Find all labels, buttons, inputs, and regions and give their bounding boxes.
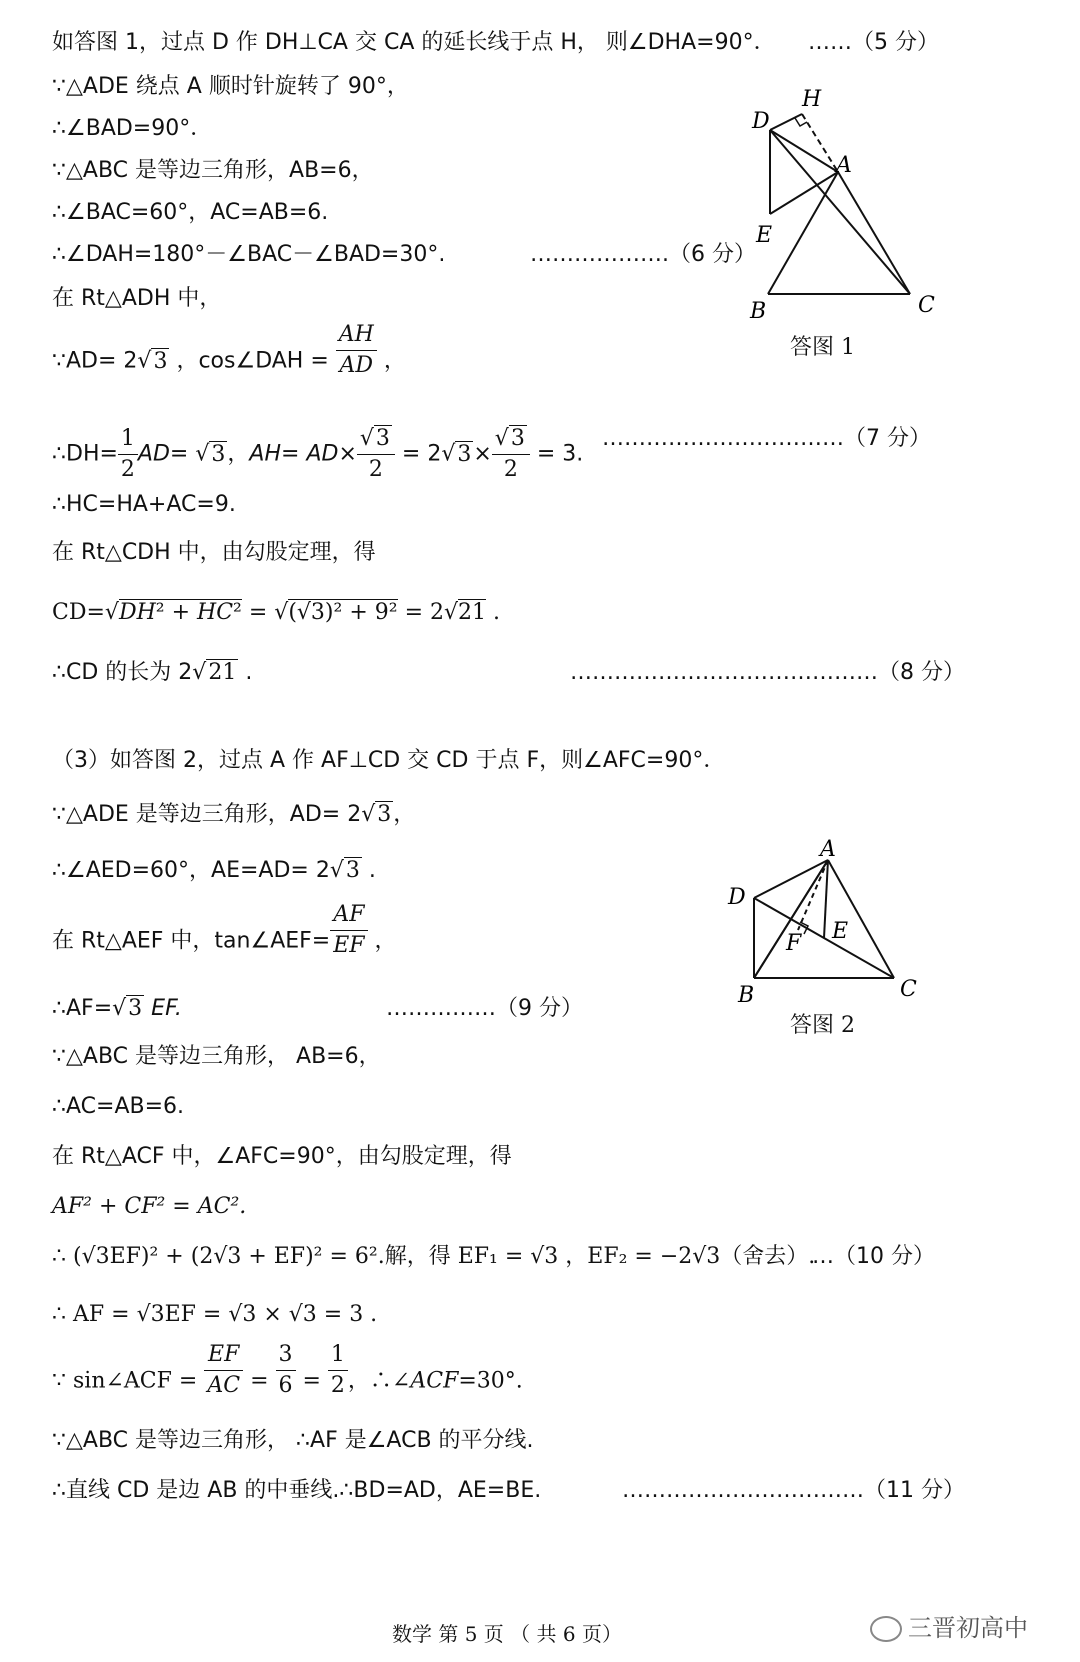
line-25: ∵ sin∠ACF = $\frac{EF}{AC}$ = $\frac{3}{6}$ = $\frac{1}{2}$ ，∴∠ACF=30°. [52, 1342, 523, 1398]
figure-1 [740, 82, 970, 332]
line-21: 在 Rt△ACF 中，∠AFC=90°，由勾股定理，得 [52, 1144, 512, 1169]
page-footer: 数学 第 5 页 （ 共 6 页） [392, 1622, 622, 1646]
sqrt3-a: √3 [137, 348, 168, 374]
frac-half: $\frac{1}{2}$ [118, 424, 138, 485]
line-6: ∴∠DAH=180°－∠BAC－∠BAD=30°. [52, 242, 446, 267]
score-6: ……………….（6 分） [530, 242, 756, 267]
line-14: （3）如答图 2，过点 A 作 AF⊥CD 交 CD 于点 F，则∠AFC=90°． [52, 748, 726, 773]
line-13: ∴CD 的长为 2√21 . [52, 660, 253, 685]
fig2-label-f: F [786, 931, 802, 956]
frac-ah-ad: $\frac{AH}{AD}$ [336, 320, 377, 381]
score-7: ……………………………（7 分） [602, 426, 931, 451]
fig1-label-e: E [756, 223, 773, 248]
fig1-label-b: B [750, 299, 767, 324]
line-8: ∵AD= 2√3 ，cos∠DAH = $\frac{AH}{AD}$ ， [52, 342, 406, 381]
line-18-a: ∴AF= [52, 996, 113, 1021]
watermark-text: 三晋初高中 [908, 1614, 1028, 1642]
line-20: ∴AC=AB=6. [52, 1094, 185, 1119]
line-3: ∴∠BAD=90°． [52, 116, 213, 141]
line-26: ∵△ABC 是等边三角形， ∴AF 是∠ACB 的平分线. [52, 1428, 534, 1453]
line-16-a: ∴∠AED=60°，AE=AD= 2 [52, 858, 330, 883]
fig1-label-h: H [802, 87, 822, 112]
score-8: ……………………………………（8 分） [570, 660, 965, 685]
line-7: 在 Rt△ADH 中， [52, 286, 222, 311]
score-11: ……………………………（11 分） [622, 1478, 965, 1503]
watermark [870, 1608, 1028, 1643]
fig1-label-c: C [918, 293, 935, 318]
line-17: 在 Rt△AEF 中，tan∠AEF= $\frac{AF}{EF}$ ， [52, 922, 397, 961]
line-11: 在 Rt△CDH 中，由勾股定理，得 [52, 540, 376, 565]
frac-af-ef: $\frac{AF}{EF}$ [330, 900, 367, 961]
fig2-label-e: E [832, 919, 849, 944]
line-25-a: ∵ sin∠ACF = [52, 1368, 198, 1394]
line-15-a: ∵△ADE 是等边三角形，AD= 2 [52, 802, 362, 827]
line-8-a: ∵AD= 2 [52, 348, 138, 374]
line-1: 如答图 1，过点 D 作 DH⊥CA 交 CA 的延长线于点 H， 则∠DHA=90°． [52, 30, 776, 55]
figure-2-caption: 答图 2 [790, 1013, 855, 1038]
fig1-label-d: D [752, 109, 770, 134]
line-9: ∴DH= $\frac{1}{2}$ AD= √3，AH= AD× $\frac{√3}{2}$ = 2√3× $\frac{√3}{2}$ = 3. [52, 424, 583, 485]
line-8-b: ，cos∠DAH = [176, 348, 329, 374]
line-22: AF² + CF² = AC². [52, 1194, 247, 1219]
line-12-a: CD= [52, 600, 105, 625]
fig2-label-b: B [738, 983, 755, 1006]
fig2-label-c: C [900, 977, 917, 1002]
score-9: ……………（9 分） [386, 996, 583, 1021]
line-19: ∵△ABC 是等边三角形， AB=6， [52, 1044, 381, 1069]
figure-2 [720, 836, 960, 1006]
line-10: ∴HC=HA+AC=9. [52, 492, 236, 517]
fig1-label-a: A [836, 153, 852, 178]
line-24: ∴ AF = √3EF = √3 × √3 = 3 . [52, 1302, 378, 1327]
score-5: ……（5 分） [808, 30, 939, 55]
score-10: …（10 分） [812, 1244, 935, 1269]
line-18: ∴AF=√3 EF. [52, 996, 182, 1021]
line-17-a: 在 Rt△AEF 中，tan∠AEF= [52, 928, 331, 954]
line-15: ∵△ADE 是等边三角形，AD= 2√3， [52, 802, 416, 827]
line-13-a: ∴CD 的长为 2 [52, 660, 193, 685]
line-4: ∵△ABC 是等边三角形，AB=6， [52, 158, 374, 183]
line-9-a: ∴DH= [52, 441, 118, 467]
line-2: ∵△ADE 绕点 A 顺时针旋转了 90°， [52, 74, 409, 99]
line-5: ∴∠BAC=60°，AC=AB=6. [52, 200, 329, 225]
fig2-label-d: D [728, 885, 746, 910]
line-16: ∴∠AED=60°，AE=AD= 2√3 . [52, 858, 376, 883]
line-27: ∴直线 CD 是边 AB 的中垂线.∴BD=AD，AE=BE. [52, 1478, 542, 1503]
line-12: CD=√DH² + HC² = √(√3)² + 9² = 2√21 . [52, 600, 501, 625]
figure-1-caption: 答图 1 [790, 335, 855, 360]
wechat-icon [870, 1616, 902, 1642]
line-23: ∴ (√3EF)² + (2√3 + EF)² = 6².解，得 EF₁ = √3 ，EF₂ = −2√3（舍去）. [52, 1244, 816, 1269]
fig2-label-a: A [820, 837, 836, 862]
